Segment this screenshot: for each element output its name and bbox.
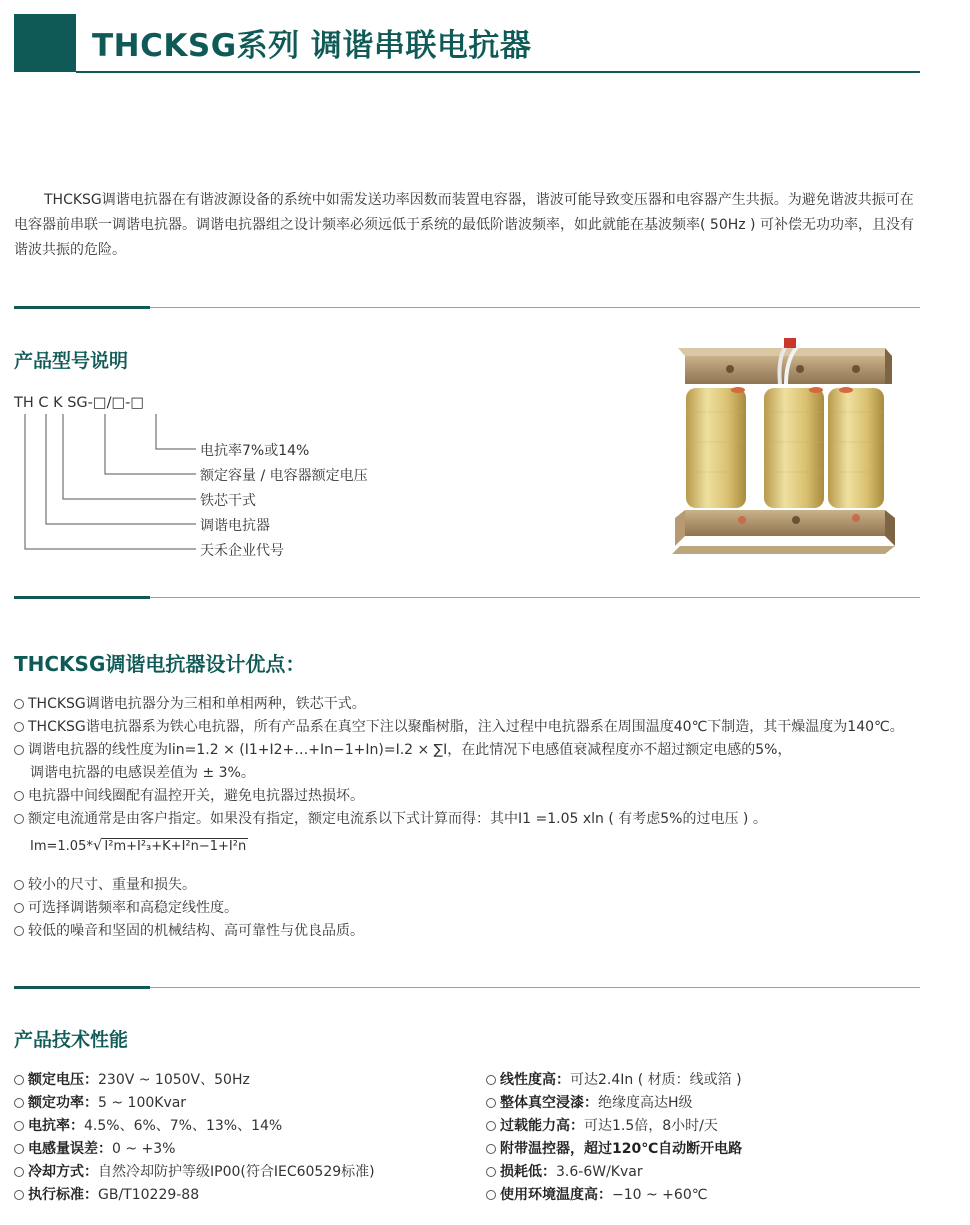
spec-item: 执行标准：GB/T10229-88 [14, 1184, 199, 1204]
model-label-rated-capacity: 额定容量 / 电容器额定电压 [200, 468, 368, 484]
model-label-reactance-rate: 电抗率7%或14% [200, 443, 310, 459]
circle-bullet-icon [14, 1190, 24, 1200]
advantage-item: 额定电流通常是由客户指定。如果没有指定，额定电流系以下式计算而得：其中I1 =1.05 xln ( 有考虑5%的过电压 ) 。 [14, 808, 767, 828]
advantage-item: 电抗器中间线圈配有温控开关，避免电抗器过热损坏。 [14, 785, 364, 805]
header-color-block [14, 14, 76, 72]
model-label-tuned-reactor: 调谐电抗器 [200, 518, 270, 534]
circle-bullet-icon [486, 1190, 496, 1200]
intro-paragraph: THCKSG调谐电抗器在有谐波源设备的系统中如需发送功率因数而装置电容器，谐波可能导致变压器和电容器产生共振。为避免谐波共振可在电容器前串联一调谐电抗器。调谐电抗器组之设计频率必须远低于系统的最低阶谐波频率，如此就能在基波频率( 50Hz ) 可补偿无功功率，且没有谐波共振的危险。 [14, 192, 914, 258]
circle-bullet-icon [486, 1075, 496, 1085]
advantage-item: 可选择调谐频率和高稳定线性度。 [14, 897, 238, 917]
advantages-section-title: THCKSG调谐电抗器设计优点： [14, 652, 306, 676]
circle-bullet-icon [14, 745, 24, 755]
circle-bullet-icon [14, 1144, 24, 1154]
circle-bullet-icon [14, 1121, 24, 1131]
spec-item: 损耗低：3.6-6W/Kvar [486, 1161, 643, 1181]
circle-bullet-icon [14, 791, 24, 801]
model-label-company-code: 天禾企业代号 [200, 543, 284, 559]
advantage-item: 较低的噪音和坚固的机械结构、高可靠性与优良品质。 [14, 920, 364, 940]
specs-section-title: 产品技术性能 [14, 1029, 129, 1051]
rated-current-formula: Im=1.05*√ I²m+I²₃+K+I²n−1+I²n [30, 836, 247, 854]
spec-item: 过载能力高：可达1.5倍，8小时/天 [486, 1115, 718, 1135]
circle-bullet-icon [14, 1167, 24, 1177]
spec-item: 线性度高：可达2.4In ( 材质：线或箔 ) [486, 1069, 742, 1089]
spec-item: 电抗率：4.5%、6%、7%、13%、14% [14, 1115, 282, 1135]
header-underline [76, 71, 920, 73]
advantage-item: THCKSG调谐电抗器分为三相和单相两种，铁芯干式。 [14, 693, 366, 713]
circle-bullet-icon [486, 1121, 496, 1131]
page-title: THCKSG系列 调谐串联电抗器 [92, 28, 532, 64]
model-section-title: 产品型号说明 [14, 350, 129, 372]
spec-item: 额定功率：5 ~ 100Kvar [14, 1092, 186, 1112]
model-label-dry-core: 铁芯干式 [200, 493, 256, 509]
circle-bullet-icon [486, 1167, 496, 1177]
model-connector-lines [0, 410, 210, 560]
circle-bullet-icon [14, 926, 24, 936]
advantage-item: 调谐电抗器的线性度为lin=1.2 × (I1+I2+…+In−1+In)=I.2 × ∑I，在此情况下电感值衰减程度亦不超过额定电感的5%， [14, 739, 791, 759]
circle-bullet-icon [486, 1144, 496, 1154]
advantage-item: THCKSG谐电抗器系为铁心电抗器，所有产品系在真空下注以聚酯树脂，注入过程中电抗器系在周围温度40℃下制造，其干燥温度为140℃。 [14, 716, 904, 736]
circle-bullet-icon [486, 1098, 496, 1108]
section-divider [14, 597, 920, 598]
reactor-product-image [670, 332, 900, 562]
spec-item: 使用环境温度高：−10 ~ +60℃ [486, 1184, 707, 1204]
advantage-item: 较小的尺寸、重量和损失。 [14, 874, 196, 894]
model-code: TH C K SG-□/□-□ [14, 395, 145, 411]
circle-bullet-icon [14, 903, 24, 913]
circle-bullet-icon [14, 699, 24, 709]
spec-item: 整体真空浸漆：绝缘度高达H级 [486, 1092, 693, 1112]
circle-bullet-icon [14, 814, 24, 824]
circle-bullet-icon [14, 722, 24, 732]
spec-item: 额定电压：230V ~ 1050V、50Hz [14, 1069, 250, 1089]
circle-bullet-icon [14, 880, 24, 890]
circle-bullet-icon [14, 1098, 24, 1108]
spec-item: 附带温控器，超过120℃自动断开电路 [486, 1138, 742, 1158]
spec-item: 冷却方式：自然冷却防护等级IP00(符合IEC60529标准) [14, 1161, 375, 1181]
circle-bullet-icon [14, 1075, 24, 1085]
section-divider [14, 987, 920, 988]
spec-item: 电感量误差：0 ~ +3% [14, 1138, 175, 1158]
advantage-item-continued: 调谐电抗器的电感误差值为 ± 3%。 [30, 765, 255, 781]
section-divider [14, 307, 920, 308]
